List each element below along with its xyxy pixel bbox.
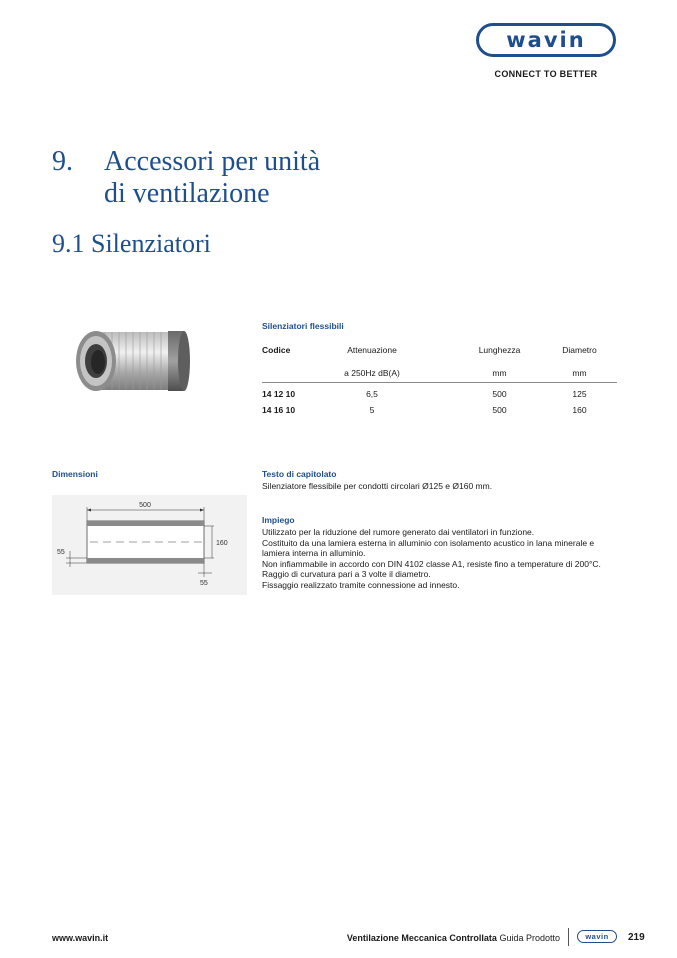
spec-text: Silenziatore flessibile per condotti circolari Ø125 e Ø160 mm. [262, 481, 493, 491]
silencer-photo [60, 322, 200, 402]
dim-length: 500 [139, 502, 151, 509]
usage-line: Raggio di curvatura pari a 3 volte il diametro. [262, 569, 431, 579]
chapter-title-line1: Accessori per unità [104, 146, 321, 177]
table-divider [262, 382, 617, 383]
row1-lunghezza: 500 [492, 389, 507, 399]
row1-codice: 14 12 10 [262, 389, 296, 399]
table-title: Silenziatori flessibili [262, 321, 344, 331]
header-attenuazione: Attenuazione [347, 345, 397, 355]
footer-doc-name: Ventilazione Meccanica Controllata [346, 933, 497, 943]
section-title: 9.1 Silenziatori [52, 229, 211, 258]
dim-overlap-left: 55 [57, 549, 65, 556]
table-units-row [262, 368, 617, 380]
usage-line: Fissaggio realizzato tramite connessione ad innesto. [262, 579, 460, 590]
dim-diameter: 160 [216, 540, 228, 547]
row2-diametro: 160 [572, 405, 587, 415]
row2-attenuazione: 5 [369, 405, 375, 415]
unit-diametro: mm [572, 368, 587, 378]
footer-url[interactable]: www.wavin.it [52, 933, 109, 943]
usage-line: Utilizzato per la riduzione del rumore generato dai ventilatori in funzione. [262, 527, 535, 537]
table-row [262, 389, 617, 401]
unit-attenuazione: a 250Hz dB(A) [344, 368, 400, 378]
spec-title: Testo di capitolato [262, 469, 337, 479]
table-header-row [262, 345, 617, 357]
table-row [262, 405, 617, 417]
dim-overlap-right: 55 [200, 580, 208, 587]
row1-diametro: 125 [572, 389, 587, 399]
footer-separator [568, 928, 569, 946]
header-lunghezza: Lunghezza [478, 345, 521, 355]
usage-text [262, 527, 632, 590]
product-table [262, 345, 617, 417]
dimension-drawing [52, 495, 247, 595]
footer-logo-text: wavin [585, 931, 609, 941]
header-diametro: Diametro [562, 345, 597, 355]
footer-wavin-logo [577, 930, 617, 943]
logo-text: wavin [506, 27, 586, 52]
footer-doc-subtitle: Guida Prodotto [499, 933, 560, 943]
usage-line: lamiera interna in alluminio. [262, 548, 366, 558]
header-codice: Codice [262, 345, 291, 355]
usage-line: Costituito da una lamiera esterna in alluminio con isolamento acustico in lana minerale e [262, 537, 595, 548]
brand-tagline: CONNECT TO BETTER [494, 69, 598, 79]
dimensions-label: Dimensioni [52, 469, 98, 479]
wavin-logo [476, 23, 616, 57]
unit-lunghezza: mm [492, 368, 507, 378]
chapter-number: 9. [52, 146, 73, 177]
usage-line: Non infiammabile in accordo con DIN 4102 classe A1, resiste fino a temperature di 200°C. [262, 558, 601, 569]
row2-codice: 14 16 10 [262, 405, 296, 415]
row1-attenuazione: 6,5 [366, 389, 378, 399]
chapter-title-line2: di ventilazione [104, 178, 270, 209]
usage-title: Impiego [262, 515, 295, 525]
page-number: 219 [628, 932, 645, 943]
row2-lunghezza: 500 [492, 405, 507, 415]
footer-doc-title [290, 933, 560, 943]
